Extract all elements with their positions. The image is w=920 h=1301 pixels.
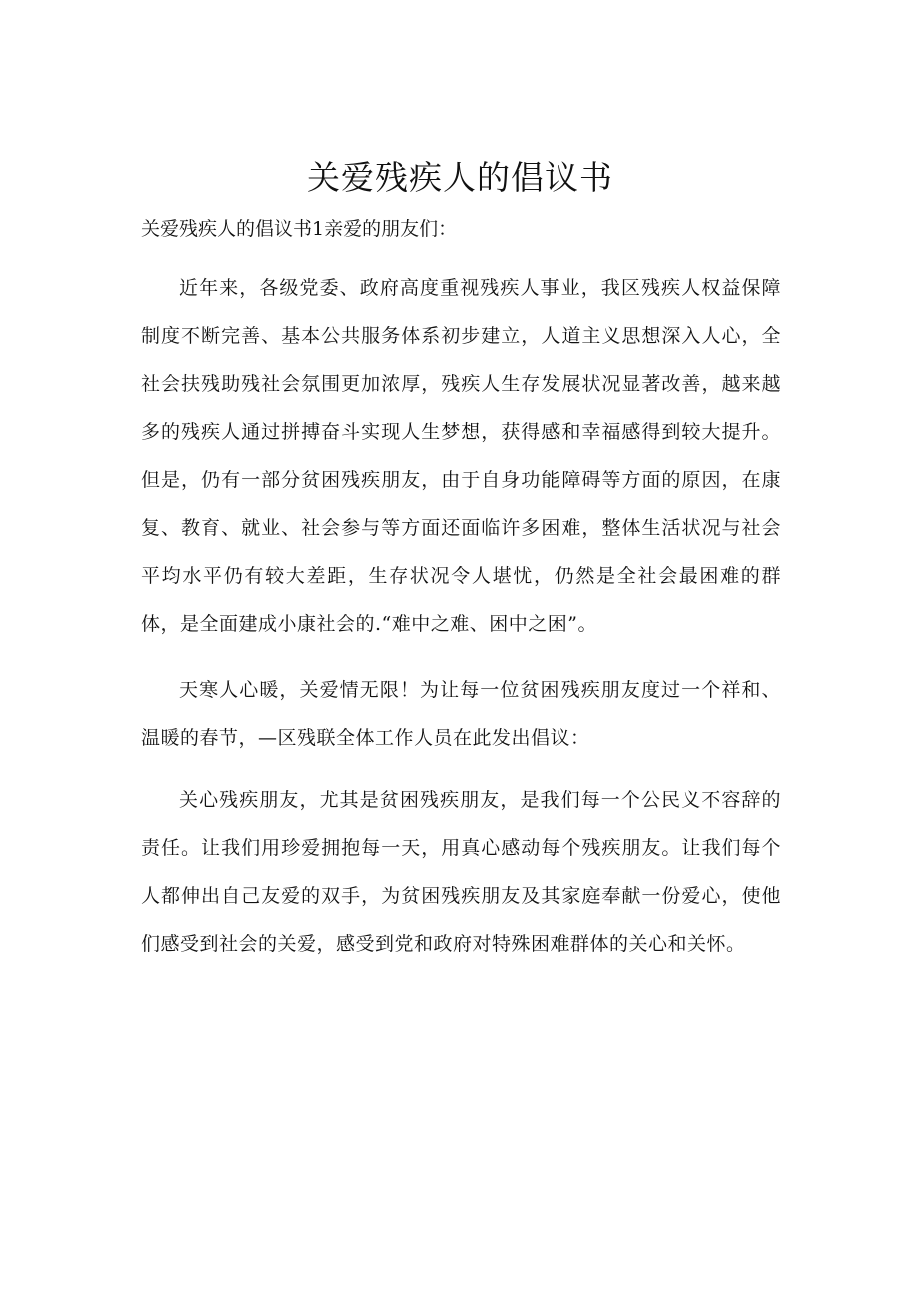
paragraph-1: 近年来，各级党委、政府高度重视残疾人事业，我区残疾人权益保障制度不断完善、基本公共服务体系初步建立，人道主义思想深入人心，全社会扶残助残社会氛围更加浓厚，残疾人生存发展状况显著改善，越来越多的残疾人通过拼搏奋斗实现人生梦想，获得感和幸福感得到较大提升。但是，仍有一部分贫困残疾朋友，由于自身功能障碍等方面的原因，在康复、教育、就业、社会参与等方面还面临许多困难，整体生活状况与社会平均水平仍有较大差距，生存状况令人堪忧，仍然是全社会最困难的群体，是全面建成小康社会的.“难中之难、困中之困”。 bbox=[141, 277, 781, 635]
intro-line: 关爱残疾人的倡议书1亲爱的朋友们： bbox=[141, 218, 458, 240]
paragraph-3: 关心残疾朋友，尤其是贫困残疾朋友，是我们每一个公民义不容辞的责任。让我们用珍爱拥抱每一天，用真心感动每个残疾朋友。让我们每个人都伸出自己友爱的双手，为贫困残疾朋友及其家庭奉献一份爱心，使他们感受到社会的关爱，感受到党和政府对特殊困难群体的关心和关怀。 bbox=[141, 789, 781, 955]
paragraph-2: 天寒人心暖，关爱情无限！为让每一位贫困残疾朋友度过一个祥和、温暖的春节，—区残联全体工作人员在此发出倡议： bbox=[141, 679, 781, 749]
document-title: 关爱残疾人的倡议书 bbox=[307, 158, 613, 197]
